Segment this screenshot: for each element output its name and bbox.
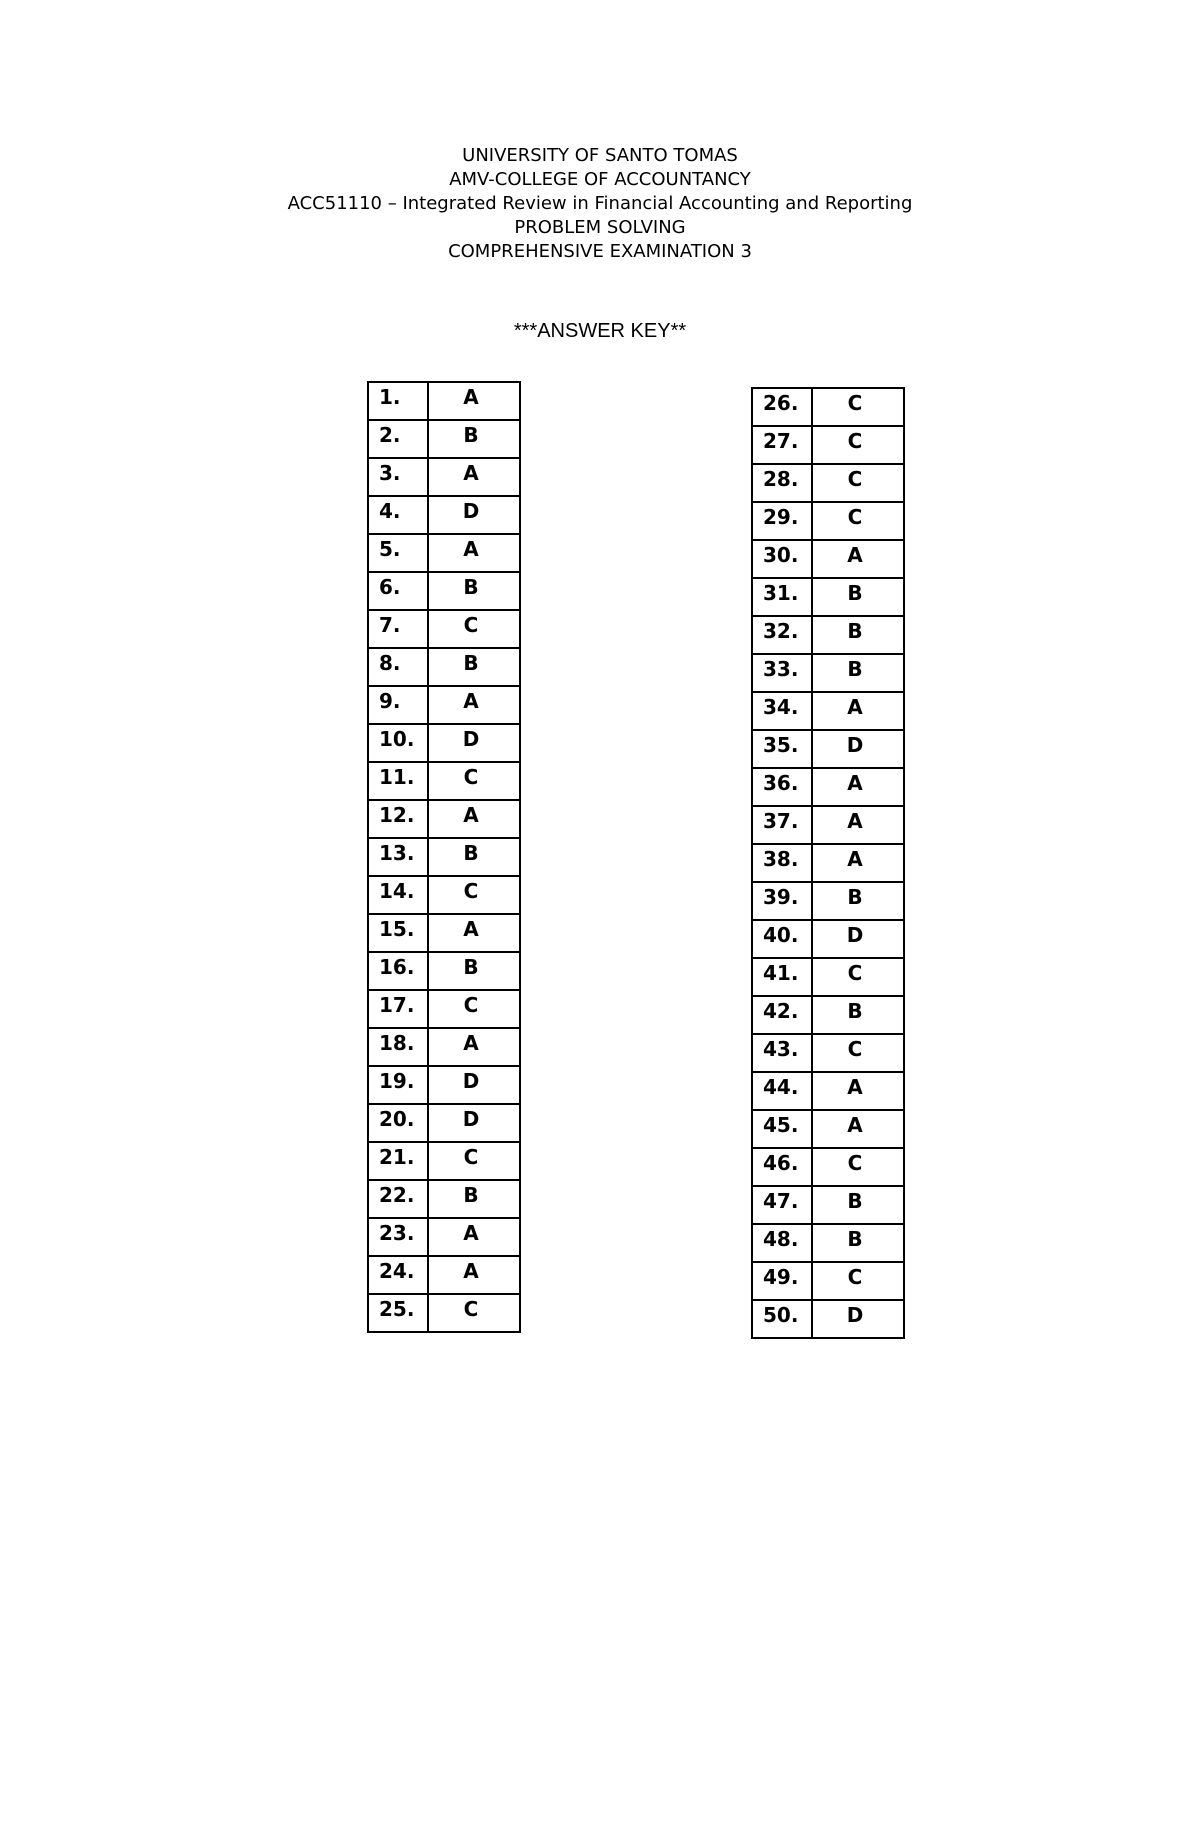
question-number: 12. bbox=[368, 800, 428, 838]
question-number: 46. bbox=[752, 1148, 812, 1186]
question-number: 48. bbox=[752, 1224, 812, 1262]
question-number: 35. bbox=[752, 730, 812, 768]
question-number: 21. bbox=[368, 1142, 428, 1180]
answer-table-left-body bbox=[368, 382, 520, 1332]
answer-letter: A bbox=[428, 458, 520, 496]
answer-row bbox=[752, 768, 904, 806]
answer-letter: B bbox=[428, 648, 520, 686]
answer-row bbox=[368, 1066, 520, 1104]
answer-letter: B bbox=[812, 1186, 904, 1224]
answer-row bbox=[368, 1028, 520, 1066]
answer-table-left bbox=[367, 381, 521, 1333]
answer-letter: C bbox=[812, 502, 904, 540]
answer-row bbox=[368, 762, 520, 800]
question-number: 4. bbox=[368, 496, 428, 534]
question-number: 39. bbox=[752, 882, 812, 920]
answer-row bbox=[752, 1072, 904, 1110]
answer-row bbox=[368, 572, 520, 610]
answer-letter: C bbox=[428, 876, 520, 914]
answer-letter: D bbox=[428, 1104, 520, 1142]
answer-row bbox=[368, 876, 520, 914]
question-number: 11. bbox=[368, 762, 428, 800]
answer-row bbox=[752, 388, 904, 426]
answer-letter: D bbox=[812, 920, 904, 958]
question-number: 7. bbox=[368, 610, 428, 648]
question-number: 17. bbox=[368, 990, 428, 1028]
answer-letter: C bbox=[812, 958, 904, 996]
question-number: 41. bbox=[752, 958, 812, 996]
question-number: 27. bbox=[752, 426, 812, 464]
answer-row bbox=[752, 578, 904, 616]
answer-row bbox=[752, 616, 904, 654]
question-number: 8. bbox=[368, 648, 428, 686]
answer-row bbox=[368, 534, 520, 572]
answer-letter: D bbox=[428, 496, 520, 534]
document-header bbox=[0, 144, 1200, 264]
answer-row bbox=[368, 686, 520, 724]
answer-row bbox=[368, 496, 520, 534]
answer-row bbox=[368, 1218, 520, 1256]
question-number: 20. bbox=[368, 1104, 428, 1142]
question-number: 15. bbox=[368, 914, 428, 952]
answer-row bbox=[752, 540, 904, 578]
answer-row bbox=[752, 882, 904, 920]
question-number: 28. bbox=[752, 464, 812, 502]
question-number: 23. bbox=[368, 1218, 428, 1256]
answer-row bbox=[368, 420, 520, 458]
question-number: 34. bbox=[752, 692, 812, 730]
answer-letter: C bbox=[812, 464, 904, 502]
answer-letter: A bbox=[812, 692, 904, 730]
exam-name: COMPREHENSIVE EXAMINATION 3 bbox=[448, 241, 752, 262]
answer-row bbox=[368, 1294, 520, 1332]
answer-row bbox=[752, 426, 904, 464]
question-number: 44. bbox=[752, 1072, 812, 1110]
question-number: 19. bbox=[368, 1066, 428, 1104]
answer-row bbox=[368, 648, 520, 686]
answer-row bbox=[752, 920, 904, 958]
question-number: 22. bbox=[368, 1180, 428, 1218]
answer-letter: A bbox=[812, 1110, 904, 1148]
answer-letter: A bbox=[812, 806, 904, 844]
answer-row bbox=[752, 1186, 904, 1224]
question-number: 30. bbox=[752, 540, 812, 578]
answer-row bbox=[368, 1104, 520, 1142]
answer-letter: B bbox=[812, 654, 904, 692]
answer-letter: B bbox=[812, 616, 904, 654]
question-number: 10. bbox=[368, 724, 428, 762]
answer-letter: B bbox=[428, 1180, 520, 1218]
answer-letter: C bbox=[428, 1294, 520, 1332]
answer-letter: A bbox=[428, 382, 520, 420]
answer-row bbox=[752, 464, 904, 502]
answer-letter: C bbox=[428, 610, 520, 648]
answer-letter: C bbox=[812, 388, 904, 426]
question-number: 16. bbox=[368, 952, 428, 990]
answer-table-right-body bbox=[752, 388, 904, 1338]
answer-row bbox=[368, 458, 520, 496]
question-number: 49. bbox=[752, 1262, 812, 1300]
answer-row bbox=[752, 806, 904, 844]
answer-letter: B bbox=[812, 1224, 904, 1262]
answer-letter: B bbox=[428, 838, 520, 876]
question-number: 6. bbox=[368, 572, 428, 610]
answer-letter: A bbox=[428, 686, 520, 724]
question-number: 3. bbox=[368, 458, 428, 496]
exam-type: PROBLEM SOLVING bbox=[514, 217, 686, 238]
answer-letter: D bbox=[428, 1066, 520, 1104]
answer-letter: C bbox=[812, 1034, 904, 1072]
answer-letter: D bbox=[428, 724, 520, 762]
question-number: 38. bbox=[752, 844, 812, 882]
question-number: 37. bbox=[752, 806, 812, 844]
college-name: AMV-COLLEGE OF ACCOUNTANCY bbox=[449, 169, 751, 190]
answer-row bbox=[368, 1256, 520, 1294]
answer-row bbox=[368, 724, 520, 762]
answer-row bbox=[368, 990, 520, 1028]
question-number: 50. bbox=[752, 1300, 812, 1338]
answer-row bbox=[368, 1142, 520, 1180]
answer-row bbox=[752, 1224, 904, 1262]
answer-letter: C bbox=[812, 1262, 904, 1300]
answer-letter: A bbox=[428, 914, 520, 952]
question-number: 14. bbox=[368, 876, 428, 914]
answer-letter: A bbox=[428, 800, 520, 838]
answer-letter: C bbox=[428, 762, 520, 800]
question-number: 13. bbox=[368, 838, 428, 876]
answer-letter: A bbox=[428, 1028, 520, 1066]
question-number: 31. bbox=[752, 578, 812, 616]
question-number: 5. bbox=[368, 534, 428, 572]
answer-row bbox=[368, 610, 520, 648]
answer-letter: C bbox=[812, 426, 904, 464]
question-number: 1. bbox=[368, 382, 428, 420]
question-number: 2. bbox=[368, 420, 428, 458]
answer-letter: A bbox=[428, 1256, 520, 1294]
answer-row bbox=[752, 1034, 904, 1072]
answer-table-right bbox=[751, 387, 905, 1339]
answer-letter: A bbox=[812, 1072, 904, 1110]
answer-letter: A bbox=[428, 534, 520, 572]
answer-row bbox=[368, 952, 520, 990]
answer-letter: B bbox=[428, 952, 520, 990]
question-number: 24. bbox=[368, 1256, 428, 1294]
answer-letter: A bbox=[428, 1218, 520, 1256]
answer-row bbox=[752, 844, 904, 882]
answer-row bbox=[368, 800, 520, 838]
question-number: 29. bbox=[752, 502, 812, 540]
question-number: 36. bbox=[752, 768, 812, 806]
answer-row bbox=[368, 1180, 520, 1218]
question-number: 25. bbox=[368, 1294, 428, 1332]
answer-row bbox=[368, 914, 520, 952]
answer-row bbox=[752, 996, 904, 1034]
answer-row bbox=[752, 502, 904, 540]
question-number: 45. bbox=[752, 1110, 812, 1148]
question-number: 47. bbox=[752, 1186, 812, 1224]
answer-letter: A bbox=[812, 540, 904, 578]
answer-letter: B bbox=[428, 420, 520, 458]
answer-row bbox=[752, 1148, 904, 1186]
question-number: 42. bbox=[752, 996, 812, 1034]
answer-letter: B bbox=[812, 996, 904, 1034]
answer-letter: A bbox=[812, 768, 904, 806]
answer-letter: D bbox=[812, 1300, 904, 1338]
question-number: 18. bbox=[368, 1028, 428, 1066]
answer-row bbox=[752, 1110, 904, 1148]
answer-letter: D bbox=[812, 730, 904, 768]
question-number: 9. bbox=[368, 686, 428, 724]
answer-row bbox=[752, 692, 904, 730]
answer-row bbox=[752, 730, 904, 768]
question-number: 32. bbox=[752, 616, 812, 654]
answer-letter: B bbox=[812, 882, 904, 920]
question-number: 40. bbox=[752, 920, 812, 958]
answer-key-title: ***ANSWER KEY** bbox=[513, 320, 687, 342]
answer-letter: B bbox=[428, 572, 520, 610]
question-number: 43. bbox=[752, 1034, 812, 1072]
answer-letter: C bbox=[428, 990, 520, 1028]
answer-row bbox=[752, 1300, 904, 1338]
answer-row bbox=[368, 382, 520, 420]
answer-row bbox=[752, 1262, 904, 1300]
question-number: 33. bbox=[752, 654, 812, 692]
answer-letter: A bbox=[812, 844, 904, 882]
answer-letter: C bbox=[428, 1142, 520, 1180]
answer-row bbox=[752, 654, 904, 692]
question-number: 26. bbox=[752, 388, 812, 426]
university-name: UNIVERSITY OF SANTO TOMAS bbox=[462, 145, 738, 166]
answer-row bbox=[752, 958, 904, 996]
answer-letter: C bbox=[812, 1148, 904, 1186]
course-title: ACC51110 – Integrated Review in Financial Accounting and Reporting bbox=[287, 193, 913, 214]
answer-row bbox=[368, 838, 520, 876]
answer-letter: B bbox=[812, 578, 904, 616]
